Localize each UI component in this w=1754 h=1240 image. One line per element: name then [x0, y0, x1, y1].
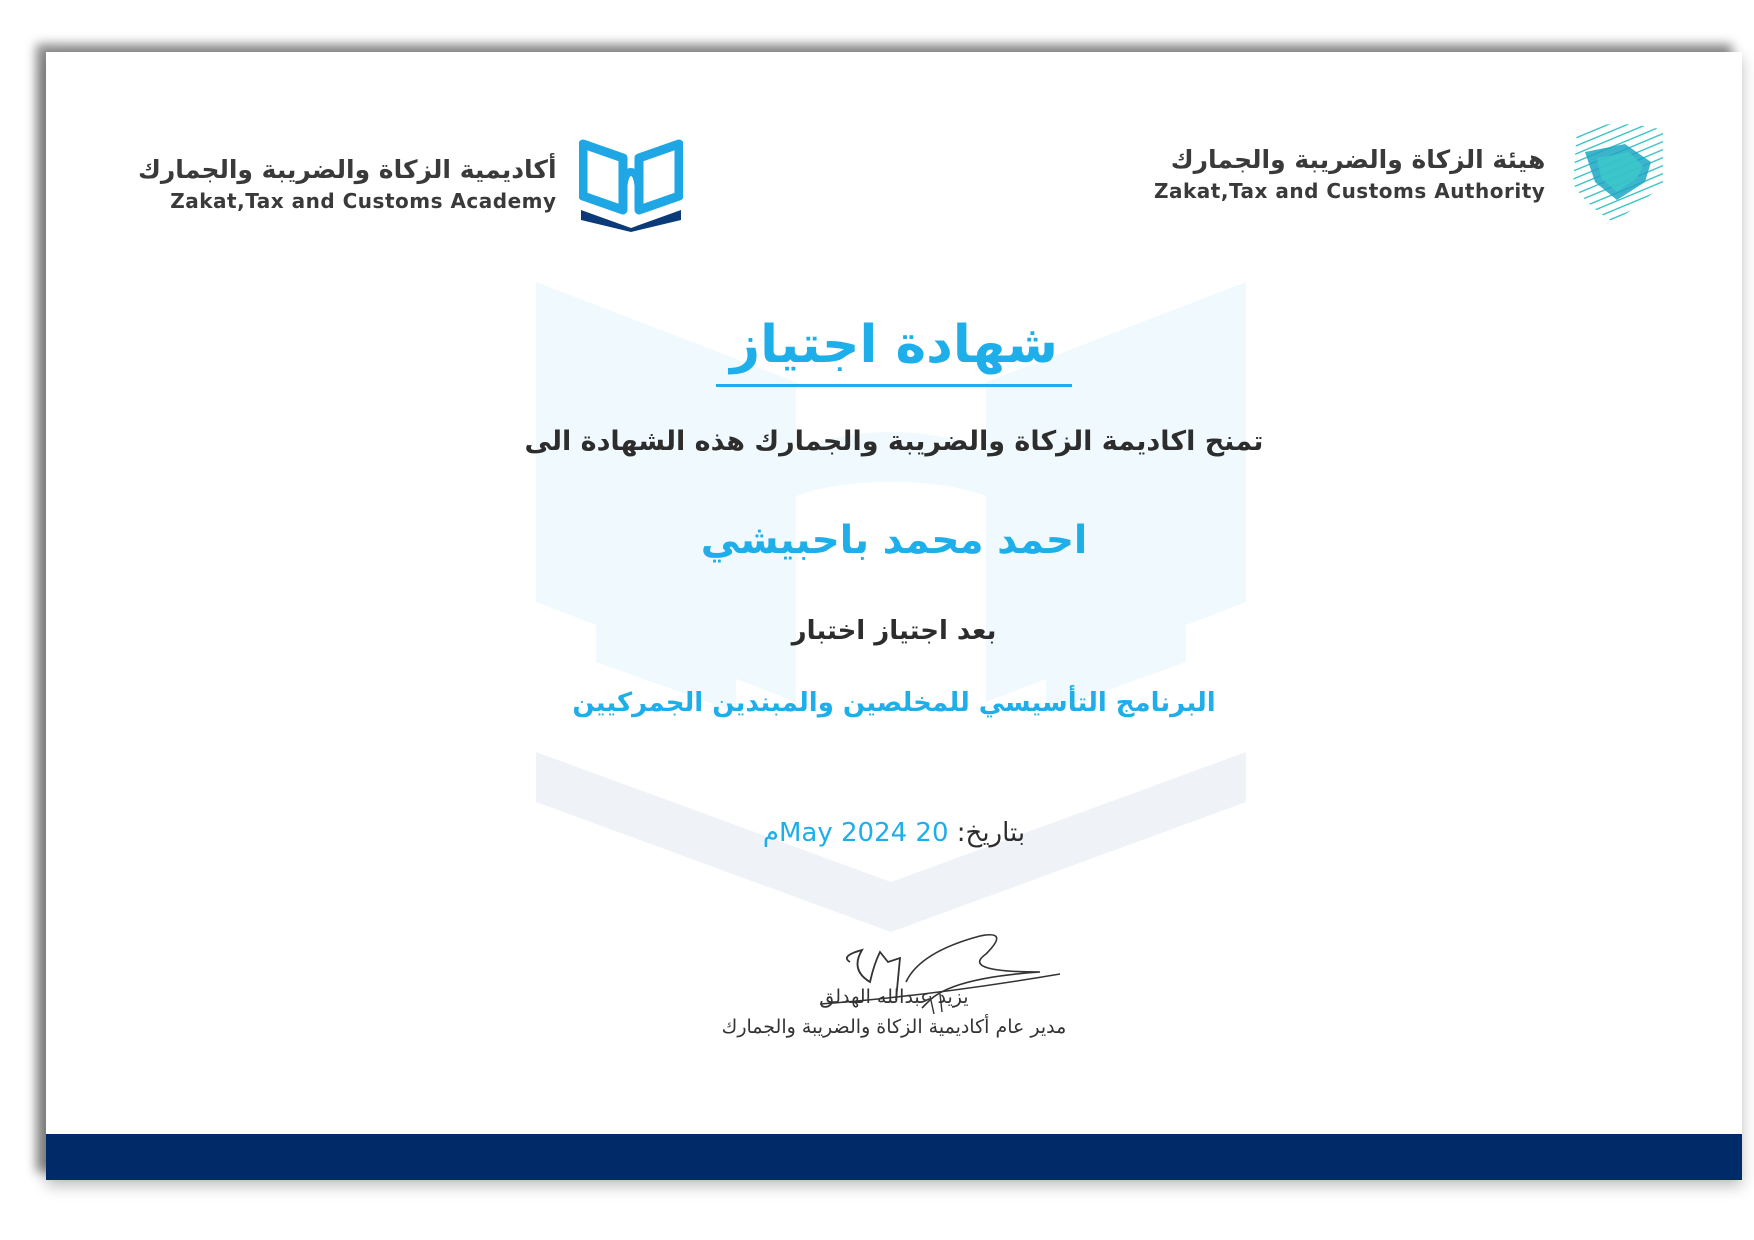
grant-text: تمنح اكاديمة الزكاة والضريبة والجمارك هذه الشهادة الى — [524, 426, 1264, 457]
recipient-name: احمد محمد باحبيشي — [700, 518, 1088, 563]
authority-name-ar: هيئة الزكاة والضريبة والجمارك — [1170, 145, 1546, 174]
date-label: بتاريخ: — [956, 818, 1026, 848]
open-book-arch-icon — [579, 136, 683, 232]
academy-name-en: Zakat,Tax and Customs Academy — [170, 189, 557, 213]
authority-logo — [1154, 122, 1667, 226]
academy-name-ar: أكاديمية الزكاة والضريبة والجمارك — [138, 155, 557, 184]
academy-logo — [138, 136, 683, 232]
after-exam-text: بعد اجتياز اختبار — [791, 616, 997, 646]
certificate — [46, 52, 1742, 1180]
footer-bar — [46, 1134, 1742, 1180]
signer-name: يزيد عبدالله الهدلق — [819, 986, 969, 1008]
authority-name-en: Zakat,Tax and Customs Authority — [1154, 179, 1546, 203]
certificate-title: شهادة اجتياز — [46, 310, 1742, 387]
program-name: البرنامج التأسيسي للمخلصين والمبندين الجمركيين — [572, 688, 1216, 718]
signer-title: مدير عام أكاديمية الزكاة والضريبة والجمارك — [721, 1016, 1067, 1038]
date-value: 20 May 2024م — [762, 818, 949, 848]
zatca-map-stripes-icon — [1567, 122, 1667, 226]
issue-date — [46, 818, 1742, 848]
